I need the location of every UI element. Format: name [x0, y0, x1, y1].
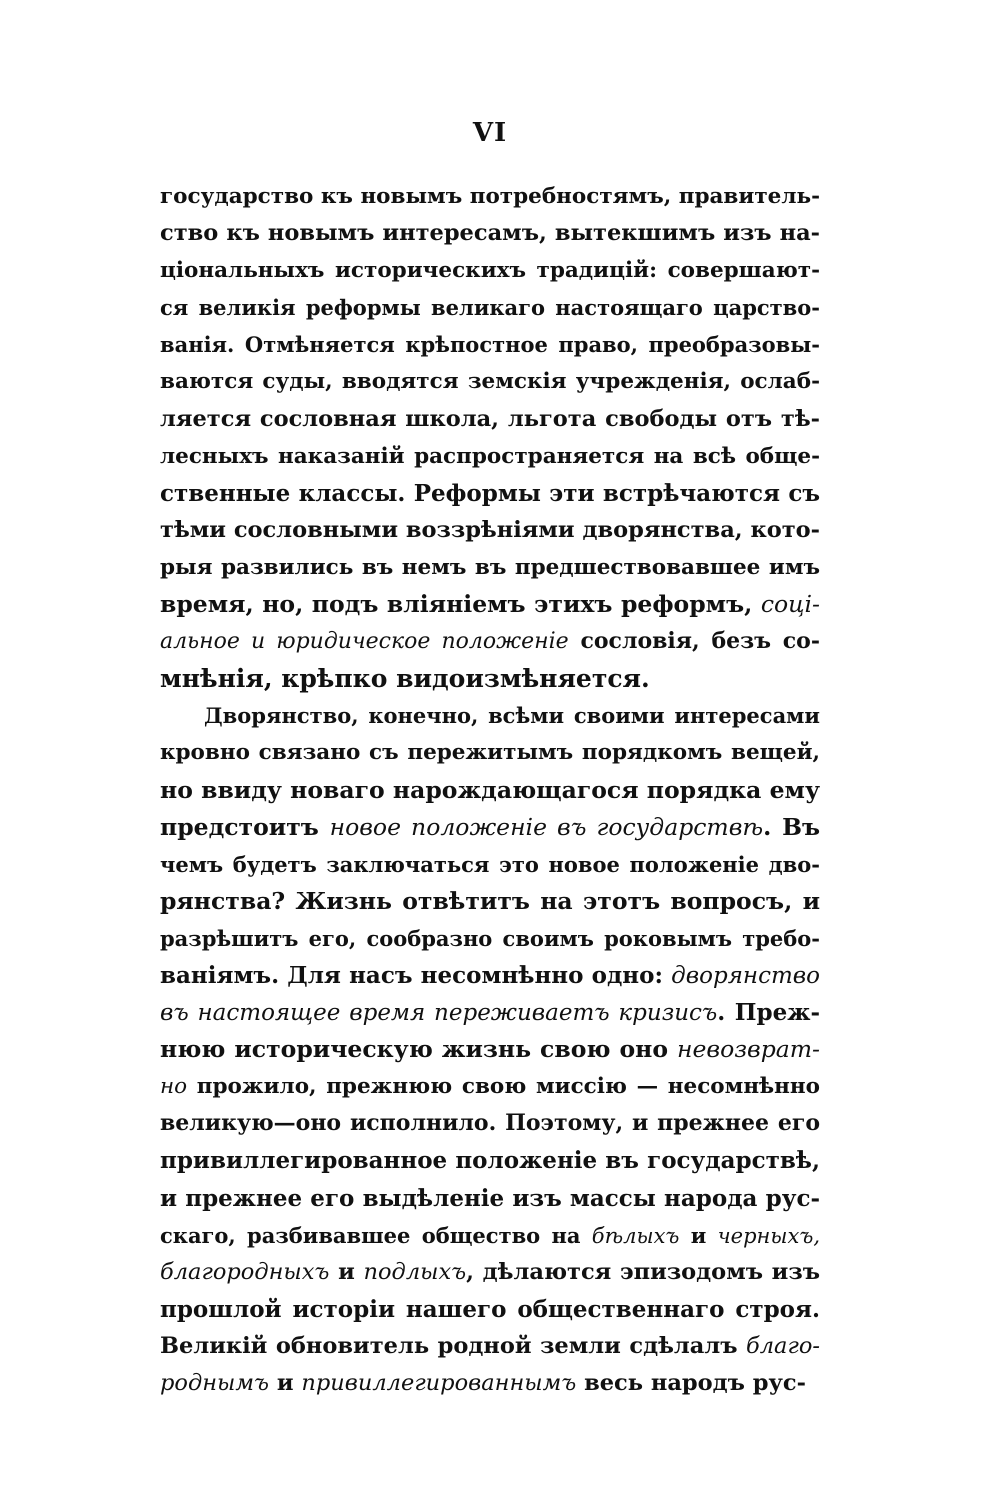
text-line [160, 438, 820, 475]
italic-text: роднымъ [160, 1370, 270, 1396]
text-line [160, 549, 820, 586]
text-run: сословія, безъ со- [568, 628, 820, 655]
text-run: прошлой исторіи нашего общественнаго строя. [160, 1295, 820, 1323]
text-run: скаго, разбивавшее общество на [160, 1222, 592, 1248]
text-line [160, 215, 820, 252]
text-run: великую—оно исполнило. Поэтому, и прежнее его [160, 1110, 820, 1137]
text-line [160, 326, 820, 363]
body-text [160, 178, 820, 1402]
text-run: привиллегированное положеніе въ государствѣ, [160, 1147, 820, 1175]
text-run: , дѣлаются эпизодомъ изъ [466, 1258, 820, 1285]
text-run: государство къ новымъ потребностямъ, правитель- [160, 184, 820, 209]
text-run: прожило, прежнюю свою миссію — несомнѣнно [187, 1074, 820, 1100]
italic-text: соці- [760, 590, 820, 619]
text-line [160, 623, 820, 660]
text-line [160, 883, 820, 920]
text-line [160, 1031, 820, 1068]
text-line [160, 289, 820, 326]
text-line [160, 363, 820, 400]
italic-text: привиллегированнымъ [301, 1370, 577, 1396]
text-line [160, 734, 820, 771]
text-line [160, 1105, 820, 1142]
text-run: . Въ [763, 812, 820, 841]
text-line [160, 401, 820, 438]
text-line [160, 697, 820, 734]
text-run: ство къ новымъ интересамъ, вытекшимъ изъ на- [160, 220, 820, 247]
text-line [160, 994, 820, 1031]
text-run: Великій обновитель родной земли сдѣлалъ [160, 1332, 746, 1359]
text-run: и [329, 1258, 364, 1285]
text-run: тѣми сословными воззрѣніями дворянства, кото- [160, 516, 820, 543]
italic-text: благо- [746, 1332, 820, 1359]
text-run: и [679, 1222, 718, 1248]
text-run: рыя развились въ немъ въ предшествовавшее имъ [160, 554, 820, 580]
text-run: и прежнее его выдѣленіе изъ массы народа рус- [160, 1184, 820, 1212]
text-run: разрѣшитъ его, сообразно своимъ роковымъ требо- [160, 925, 820, 951]
text-line [160, 1365, 820, 1402]
text-line [160, 1180, 820, 1217]
text-line [160, 772, 820, 809]
italic-text: бѣлыхъ [591, 1223, 680, 1248]
italic-text: дворянство [671, 962, 820, 989]
text-line [160, 809, 820, 846]
text-run: ваются суды, вводятся земскія учрежденія, ослаб- [160, 369, 820, 395]
text-run: нюю историческую жизнь свою оно [160, 1035, 677, 1064]
text-run: лесныхъ наказаній распространяется на всѣ обще- [160, 443, 820, 469]
text-run: Дворянство, конечно, всѣми своими интересами [204, 703, 820, 729]
text-line [160, 1291, 820, 1328]
text-run: кровно связано съ пережитымъ порядкомъ вещей, [160, 740, 820, 766]
italic-text: невозврат- [677, 1035, 820, 1064]
text-run: мнѣнія, крѣпко видоизмѣняется. [160, 664, 650, 694]
text-run: . Преж- [717, 999, 820, 1027]
text-line [160, 586, 820, 623]
italic-text: альное и юридическое положеніе [160, 629, 569, 655]
text-run: предстоитъ [160, 812, 330, 841]
italic-text: но [160, 1074, 188, 1100]
text-line [160, 475, 820, 512]
text-run: чемъ будетъ заключаться это новое положеніе дво- [160, 851, 820, 877]
text-run: весь народъ рус- [576, 1370, 806, 1396]
italic-text: въ настоящее время переживаетъ кризисъ [160, 1000, 718, 1027]
text-line [160, 1254, 820, 1291]
text-run: рянства? Жизнь отвѣтитъ на этотъ вопросъ, и [160, 886, 820, 915]
text-run: ляется сословная школа, льгота свободы отъ тѣ- [160, 405, 820, 432]
text-line [160, 1068, 820, 1105]
italic-text: новое положеніе въ государствѣ [329, 812, 764, 841]
text-line [160, 1142, 820, 1179]
text-line [160, 957, 820, 994]
text-run: и [269, 1370, 302, 1396]
text-run: но ввиду новаго нарождающагося порядка ему [160, 775, 820, 804]
text-run: ціональныхъ историческихъ традицій: совершают- [160, 258, 820, 284]
text-line [160, 252, 820, 289]
text-run: время, но, подъ вліяніемъ этихъ реформъ, [160, 590, 761, 619]
text-line [160, 512, 820, 549]
text-line [160, 1217, 820, 1254]
italic-text: черныхъ, [717, 1223, 820, 1248]
text-run: ванія. Отмѣняется крѣпостное право, преобразовы- [160, 332, 820, 358]
text-line [160, 920, 820, 957]
page-number: VI [472, 118, 508, 148]
text-run: ваніямъ. Для насъ несомнѣнно одно: [160, 961, 672, 989]
text-line [160, 660, 820, 697]
text-line [160, 846, 820, 883]
text-line [160, 178, 820, 215]
italic-text: благородныхъ [160, 1258, 330, 1285]
italic-text: подлыхъ [363, 1258, 467, 1285]
text-run: ся великія реформы великаго настоящаго царство- [160, 295, 820, 321]
text-line [160, 1328, 820, 1365]
text-run: ственные классы. Реформы эти встрѣчаются съ [160, 479, 820, 507]
